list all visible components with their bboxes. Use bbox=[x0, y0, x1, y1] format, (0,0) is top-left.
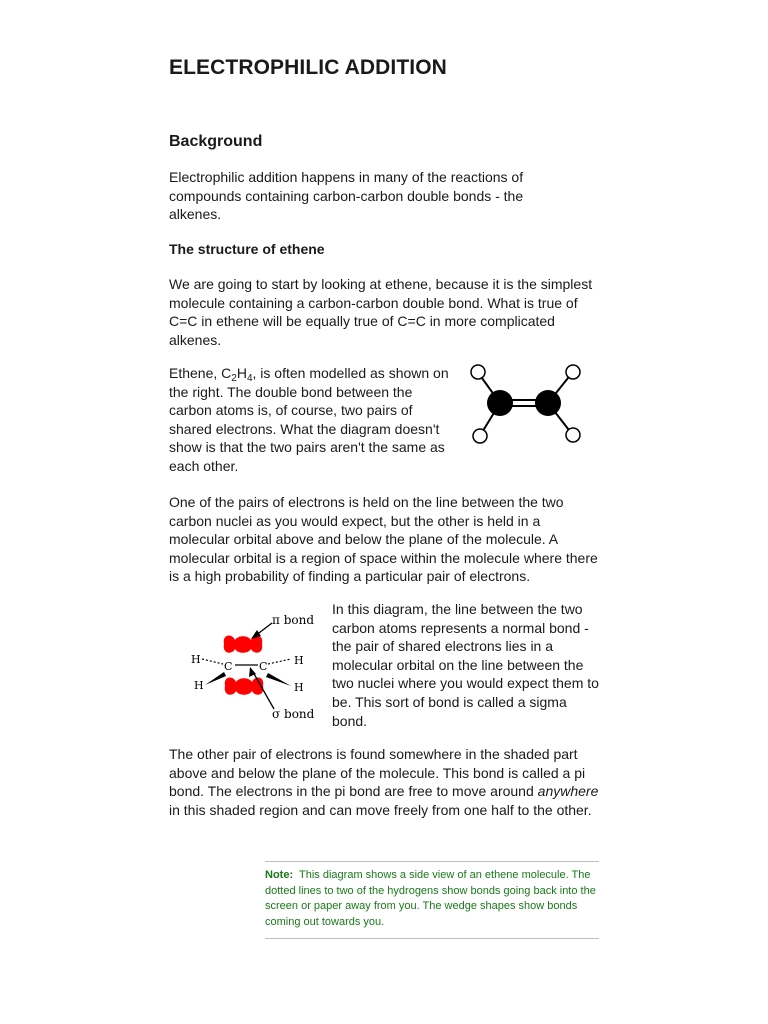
structure-heading: The structure of ethene bbox=[169, 241, 325, 257]
intro-paragraph: Electrophilic addition happens in many of the reactions of compounds containing carbon-carbon double bonds - the alkenes. bbox=[169, 169, 524, 223]
hydrogen-atom-1 bbox=[471, 365, 485, 379]
pi-sigma-bond-diagram bbox=[188, 606, 318, 726]
wedge-bond-right bbox=[266, 673, 291, 686]
page-title: ELECTROPHILIC ADDITION bbox=[169, 56, 447, 79]
sigma-bond-paragraph: In this diagram, the line between the two carbon atoms represents a normal bond - the pair of shared electrons lies in a molecular orbital on the line between the two nuclei where you would expect them to be. This sort of bond is called a sigma bond. bbox=[332, 601, 599, 729]
dotted-bond-left bbox=[202, 659, 223, 664]
electron-pairs-paragraph: One of the pairs of electrons is held on the line between the two carbon nuclei as you would expect, but the other is held in a molecular orbital above and below the plane of the molecule. A molecular orbital is a region of space within the molecule where there is a high probability of finding a particular pair of electrons. bbox=[169, 494, 598, 585]
carbon-label-left: C bbox=[224, 660, 233, 673]
wedge-bond-left bbox=[205, 672, 226, 685]
hydrogen-atom-3 bbox=[566, 365, 580, 379]
note-box bbox=[265, 861, 599, 939]
hydrogen-label-top-right: H bbox=[294, 654, 304, 667]
pi-bond-label: π bond bbox=[272, 613, 315, 627]
hydrogen-label-bottom-left: H bbox=[194, 679, 204, 692]
dotted-bond-right bbox=[268, 659, 291, 664]
ethene-ball-stick-diagram bbox=[466, 360, 586, 448]
note-label: Note: bbox=[265, 869, 294, 881]
ethene-model-paragraph: Ethene, $C_2H_4$, is often modelled as shown on the right. The double bond between the carbon atoms is, of course, two pairs of shared electrons. What the diagram doesn't show is that the two pairs aren't the same as each other. bbox=[169, 365, 449, 474]
pi-orbital-upper-lobe bbox=[224, 635, 263, 652]
background-heading: Background bbox=[169, 133, 263, 150]
carbon-atom-right bbox=[535, 390, 561, 416]
carbon-atom-left bbox=[487, 390, 513, 416]
hydrogen-atom-4 bbox=[566, 428, 580, 442]
sigma-bond-label: σ bond bbox=[272, 707, 315, 721]
hydrogen-atom-2 bbox=[473, 429, 487, 443]
hydrogen-label-top-left: H bbox=[191, 653, 201, 666]
note-text: This diagram shows a side view of an ethene molecule. The dotted lines to two of the hydrogens show bonds going back into the screen or paper away from you. The wedge shapes show bonds coming out towards you. bbox=[265, 869, 596, 928]
ethene-start-paragraph: We are going to start by looking at ethene, because it is the simplest molecule containing a carbon-carbon double bond. What is true of C=C in ethene will be equally true of C=C in more complicated alkenes. bbox=[169, 276, 593, 348]
pi-bond-paragraph: The other pair of electrons is found somewhere in the shaded part above and below the plane of the molecule. This bond is called a pi bond. The electrons in the pi bond are free to move around anywhere in this shaded region and can move freely from one half to the other. bbox=[169, 746, 599, 818]
hydrogen-label-bottom-right: H bbox=[294, 681, 304, 694]
carbon-label-right: C bbox=[259, 660, 268, 673]
